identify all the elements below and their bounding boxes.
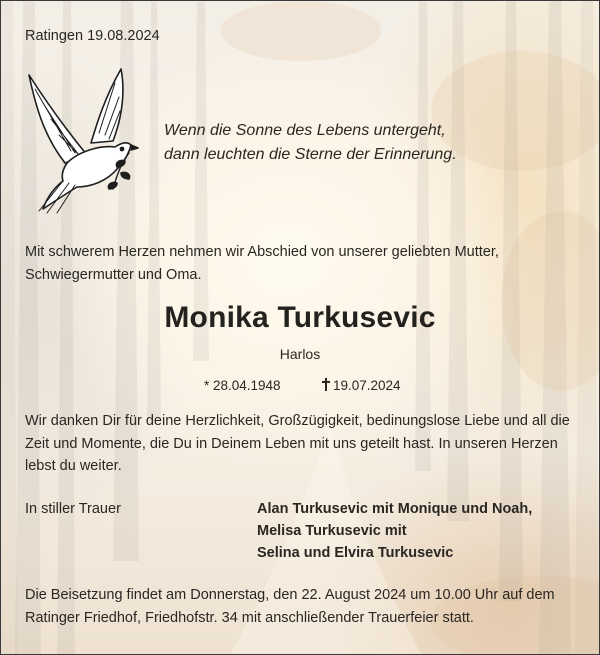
death-date: 19.07.2024 — [333, 378, 401, 393]
mourner-line: Melisa Turkusevic mit — [257, 523, 407, 539]
place-date: Ratingen 19.08.2024 — [25, 28, 160, 44]
mourner-line: Alan Turkusevic mit Monique und Noah, — [257, 501, 533, 517]
birth-date: * 28.04.1948 — [204, 378, 281, 393]
quote-line-1: Wenn die Sonne des Lebens untergeht, — [164, 122, 446, 139]
deceased-name: Monika Turkusevic — [164, 301, 436, 334]
quote-line-2: dann leuchten die Sterne der Erinnerung. — [164, 146, 457, 163]
funeral-info: Die Beisetzung findet am Donnerstag, den 22. August 2024 um 10.00 Uhr auf dem Ratinger Friedhof, Friedhofstr. 34 mit anschließender Trauerfeier statt. — [25, 587, 555, 626]
obituary-content — [1, 1, 599, 654]
birth-name: Harlos — [279, 346, 321, 362]
death-date-row — [321, 375, 401, 398]
thanks-text: Wir danken Dir für deine Herzlichkeit, Großzügigkeit, bedinungslose Liebe und all die Zeit und Momente, die Du in Deinem Leben mit uns geteilt hast. In unseren Herzen lebst du weiter. — [25, 413, 570, 474]
mourner-line: Selina und Elvira Turkusevic — [257, 545, 454, 561]
dove-icon — [21, 63, 139, 215]
mourning-label: In stiller Trauer — [25, 501, 121, 517]
cross-icon — [321, 378, 331, 391]
intro-text: Mit schwerem Herzen nehmen wir Abschied von unserer geliebten Mutter, Schwiegermutter und Oma. — [25, 244, 499, 283]
memorial-quote — [164, 119, 457, 167]
